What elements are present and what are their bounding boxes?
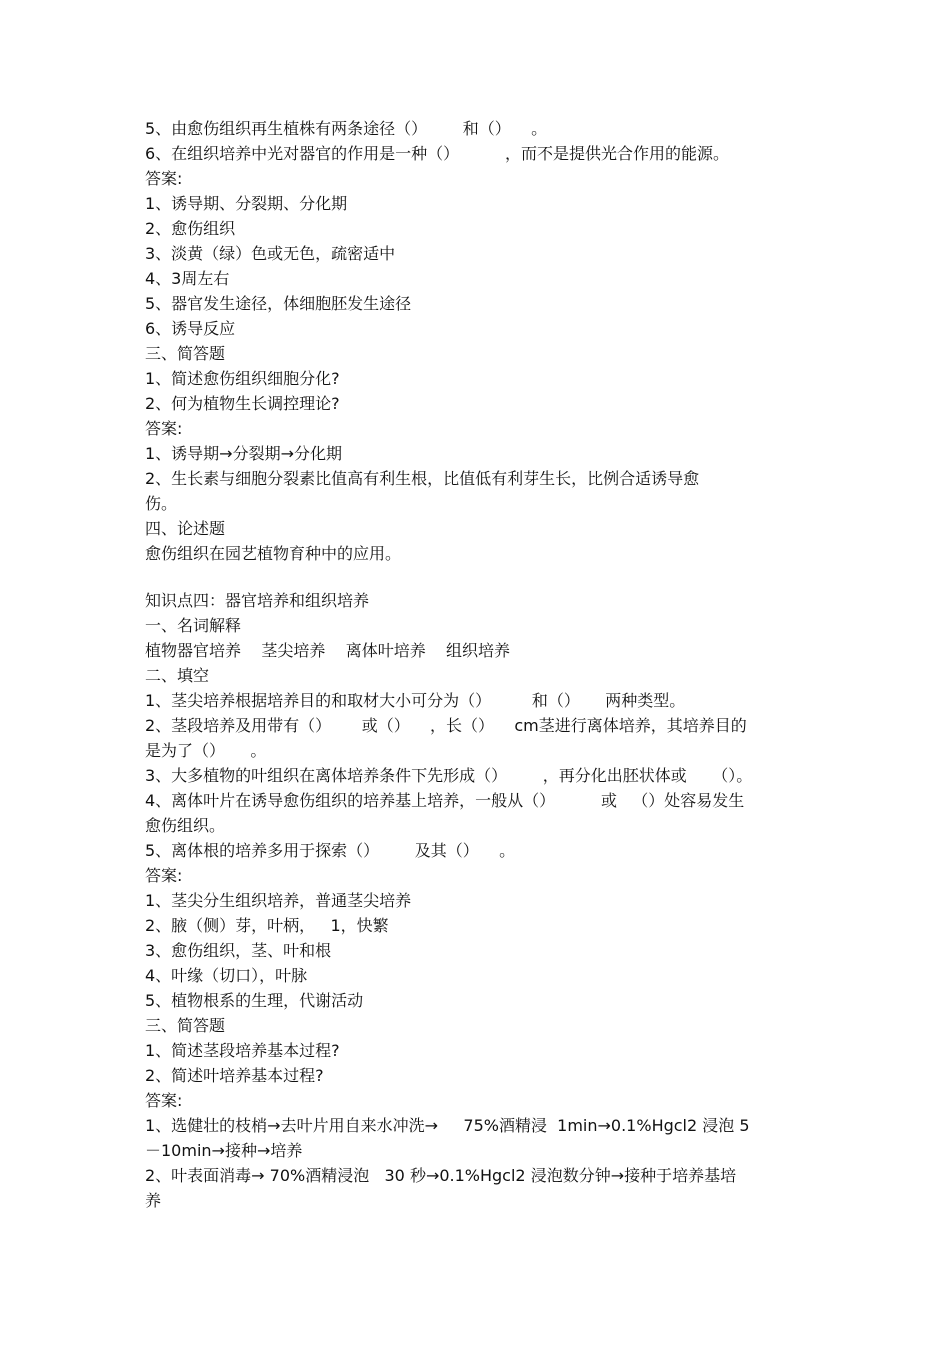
text-line: 2、叶表面消毒→ 70%酒精浸泡 30 秒→0.1%Hgcl2 浸泡数分钟→接种于培养基培 <box>145 1166 737 1185</box>
document-page <box>145 116 825 1213</box>
answer-heading: 答案: <box>145 1091 183 1110</box>
text-line: 2、愈伤组织 <box>145 219 236 238</box>
text-line: 愈伤组织。 <box>145 816 226 835</box>
text-line: 5、植物根系的生理，代谢活动 <box>145 991 364 1010</box>
text-line: 2、简述叶培养基本过程? <box>145 1066 324 1085</box>
text-line: 1、茎尖培养根据培养目的和取材大小可分为（） 和（） 两种类型。 <box>145 691 686 710</box>
text-line: 1、茎尖分生组织培养，普通茎尖培养 <box>145 891 412 910</box>
answer-heading: 答案: <box>145 866 183 885</box>
text-line: 5、离体根的培养多用于探索（） 及其（） 。 <box>145 841 516 860</box>
text-line: －10min→接种→培养 <box>145 1141 303 1160</box>
text-line: 4、叶缘（切口），叶脉 <box>145 966 308 985</box>
text-line: 1、简述茎段培养基本过程? <box>145 1041 340 1060</box>
section-heading: 三、简答题 <box>145 344 226 363</box>
text-line: 是为了（） 。 <box>145 741 267 760</box>
text-line: 3、淡黄（绿）色或无色，疏密适中 <box>145 244 396 263</box>
answer-heading: 答案: <box>145 169 183 188</box>
text-line: 1、简述愈伤组织细胞分化? <box>145 369 340 388</box>
text-line: 3、愈伤组织，茎、叶和根 <box>145 941 332 960</box>
section-heading: 三、简答题 <box>145 1016 226 1035</box>
text-line: 愈伤组织在园艺植物育种中的应用。 <box>145 544 402 563</box>
text-line: 5、由愈伤组织再生植株有两条途径（） 和（） 。 <box>145 119 548 138</box>
text-line: 4、3周左右 <box>145 269 230 288</box>
knowledge-point-title: 知识点四：器官培养和组织培养 <box>145 591 370 610</box>
text-line: 养 <box>145 1191 162 1210</box>
text-line: 2、生长素与细胞分裂素比值高有利生根，比值低有利芽生长，比例合适诱导愈 <box>145 469 700 488</box>
text-line: 1、选健壮的枝梢→去叶片用自来水冲洗→ 75%酒精浸 1min→0.1%Hgcl2 浸泡 5 <box>145 1116 750 1135</box>
text-line: 4、离体叶片在诱导愈伤组织的培养基上培养，一般从（） 或 （）处容易发生 <box>145 791 745 810</box>
text-line: 3、大多植物的叶组织在离体培养条件下先形成（） ，再分化出胚状体或 （）。 <box>145 766 753 785</box>
text-line: 植物器官培养 茎尖培养 离体叶培养 组织培养 <box>145 641 511 660</box>
text-line: 2、何为植物生长调控理论? <box>145 394 340 413</box>
text-line: 1、诱导期→分裂期→分化期 <box>145 444 342 463</box>
text-line: 伤。 <box>145 494 178 513</box>
blank-line <box>145 566 825 588</box>
section-heading: 一、名词解释 <box>145 616 242 635</box>
text-line: 6、在组织培养中光对器官的作用是一种（） ，而不是提供光合作用的能源。 <box>145 144 729 163</box>
text-line: 2、腋（侧）芽，叶柄， 1，快繁 <box>145 916 389 935</box>
section-heading: 二、填空 <box>145 666 210 685</box>
text-line: 6、诱导反应 <box>145 319 236 338</box>
section-heading: 四、论述题 <box>145 519 226 538</box>
text-line: 5、器官发生途径，体细胞胚发生途径 <box>145 294 412 313</box>
text-line: 1、诱导期、分裂期、分化期 <box>145 194 348 213</box>
text-line: 2、茎段培养及用带有（） 或（） ，长（） cm茎进行离体培养，其培养目的 <box>145 716 747 735</box>
answer-heading: 答案: <box>145 419 183 438</box>
